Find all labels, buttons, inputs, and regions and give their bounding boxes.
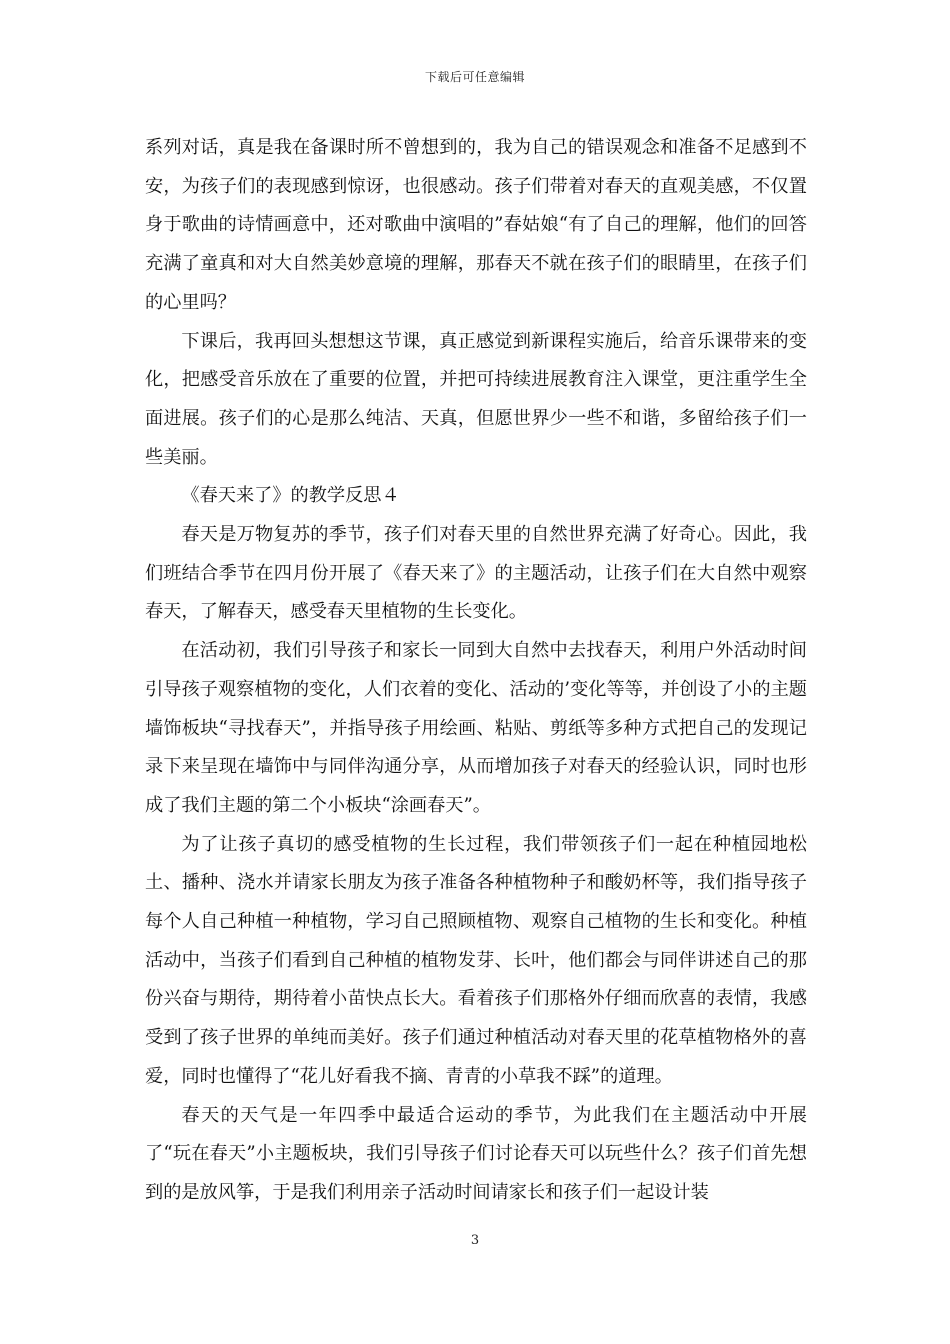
document-body — [145, 129, 807, 1213]
page-number: 3 — [470, 1233, 480, 1248]
paragraph-continued: 系列对话，真是我在备课时所不曾想到的，我为自己的错误观念和准备不足感到不安，为孩子们的表现感到惊讶，也很感动。孩子们带着对春天的直观美感，不仅置身于歌曲的诗情画意中，还对歌曲中演唱的”春姑娘“有了自己的理解，他们的回答充满了童真和对大自然美妙意境的理解，那春天不就在孩子们的眼睛里，在孩子们的心里吗？ — [145, 137, 807, 313]
paragraph: 春天是万物复苏的季节，孩子们对春天里的自然世界充满了好奇心。因此，我们班结合季节在四月份开展了《春天来了》的主题活动，让孩子们在大自然中观察春天，了解春天，感受春天里植物的生长变化。 — [145, 524, 807, 623]
paragraph: 在活动初，我们引导孩子和家长一同到大自然中去找春天，利用户外活动时间引导孩子观察植物的变化，人们衣着的变化、活动的’变化等等，并创设了小的主题墙饰板块“寻找春天”，并指导孩子用绘画、粘贴、剪纸等多种方式把自己的发现记录下来呈现在墙饰中与同伴沟通分享，从而增加孩子对春天的经验认识，同时也形成了我们主题的第二个小板块“涂画春天”。 — [145, 640, 807, 816]
paragraph: 春天的天气是一年四季中最适合运动的季节，为此我们在主题活动中开展了“玩在春天”小主题板块，我们引导孩子们讨论春天可以玩些什么？孩子们首先想到的是放风筝，于是我们利用亲子活动时间请家长和孩子们一起设计装 — [145, 1104, 807, 1203]
page-header: 下载后可任意编辑 — [424, 70, 525, 84]
section-heading: 《春天来了》的教学反思４ — [181, 485, 400, 507]
paragraph: 为了让孩子真切的感受植物的生长过程，我们带领孩子们一起在种植园地松土、播种、浇水并请家长朋友为孩子准备各种植物种子和酸奶杯等，我们指导孩子每个人自己种植一种植物，学习自己照顾植物、观察自己植物的生长和变化。种植活动中，当孩子们看到自己种植的植物发芽、长叶，他们都会与同伴讲述自己的那份兴奋与期待，期待着小苗快点长大。看着孩子们那格外仔细而欣喜的表情，我感受到了孩子世界的单纯而美好。孩子们通过种植活动对春天里的花草植物格外的喜爱，同时也懂得了“花儿好看我不摘、青青的小草我不踩”的道理。 — [145, 833, 807, 1087]
paragraph: 下课后，我再回头想想这节课，真正感觉到新课程实施后，给音乐课带来的变化，把感受音乐放在了重要的位置，并把可持续进展教育注入课堂，更注重学生全面进展。孩子们的心是那么纯洁、天真，但愿世界少一些不和谐，多留给孩子们一些美丽。 — [145, 330, 807, 468]
